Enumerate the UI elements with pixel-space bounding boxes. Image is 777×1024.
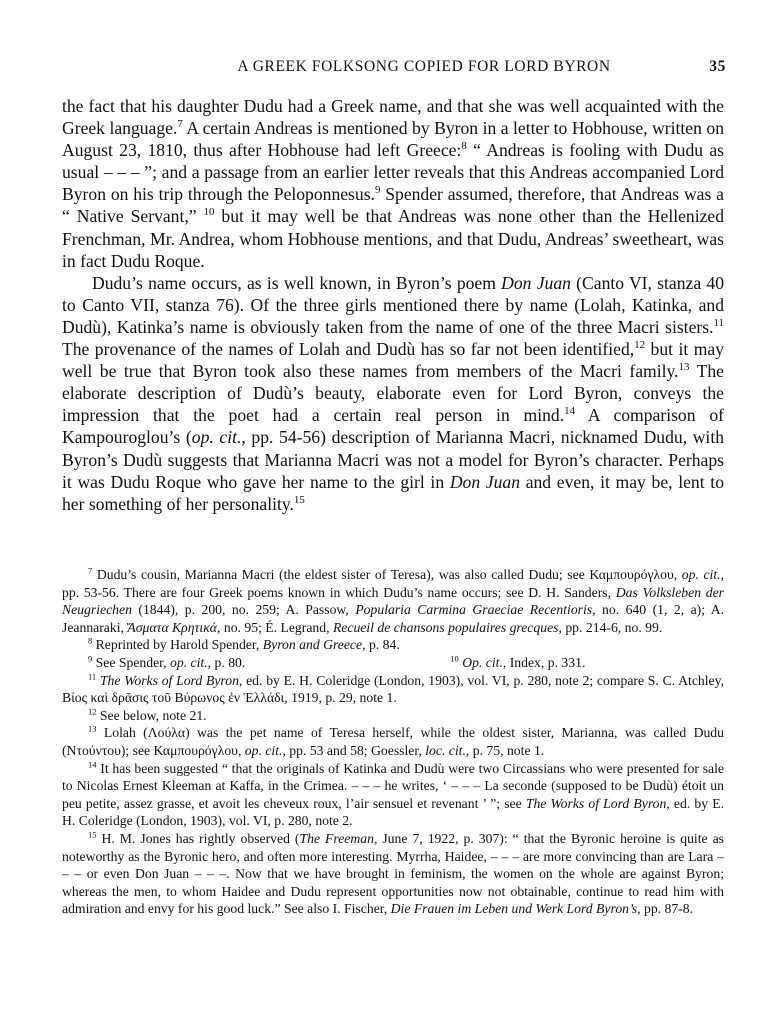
italic-ref: op. cit. <box>244 742 283 758</box>
footnote-ref-12: 12 <box>634 339 646 352</box>
italic-ref: op. cit. <box>191 427 242 448</box>
text-span: Dudu’s cousin, Marianna Macri (the eldest sister of Teresa), was also called Dudu; see Καμπουρόγλου, <box>92 567 682 582</box>
text-span: Spender assumed, therefore, that Andreas was a “ Native Servant,” <box>62 184 724 227</box>
footnote-15 <box>62 830 724 918</box>
footnote-ref-7: 7 <box>177 118 183 131</box>
footnote-11 <box>62 672 724 707</box>
text-span: Lolah (Λούλα) was the pet name of Teresa herself, while the oldest sister, Marianna, was called Dudu (Ντούντου); see Καμπουρόγλου, <box>62 725 724 758</box>
italic-title: Recueil de chansons populaires grecques <box>332 619 559 635</box>
text-span: , pp. 214-6, no. 99. <box>558 619 663 635</box>
footnote-number: 10 <box>450 653 459 664</box>
text-span: A comparison of Kampouroglou’s ( <box>62 405 724 448</box>
main-text <box>62 95 724 515</box>
italic-title: Ἄσματα Κρητικά <box>127 619 217 635</box>
italic-ref: op. cit. <box>681 567 721 582</box>
footnote-7 <box>62 566 724 636</box>
text-span: See Spender, <box>92 654 171 670</box>
text-span: but it may well be that Andreas was none other than the Hellenized Frenchman, Mr. Andrea, whom Hobhouse mentions, and that Dudu, Andreas’ sweetheart, was in fact Dudu Roque. <box>62 206 725 271</box>
text-span: , 1919, p. 29, note 1. <box>284 690 397 706</box>
text-span: , pp. 53-56. There are four Greek poems known in which Dudu’s name occurs; see D. H. Sanders, <box>62 567 724 600</box>
text-span: (Canto VI, stanza 40 to Canto VII, stanza 76). Of the three girls mentioned there by name (Lolah, Katinka, and Dudù), Katinka’s name is obviously taken from the name of one of the three Macri sisters. <box>62 272 724 337</box>
footnote-ref-13: 13 <box>678 361 690 374</box>
text-span: , no. 640 (1, 2, a); A. Jeannaraki, <box>62 602 725 635</box>
text-span: and even, it may be, lent to her something of her personality. <box>62 471 724 514</box>
footnote-number: 15 <box>88 829 97 840</box>
footnote-14 <box>62 760 724 830</box>
text-span: , ed. by E. H. Coleridge (London, 1903), vol. VI, p. 280, note 2; compare S. C. Atchley, <box>238 672 724 688</box>
footnote-ref-10: 10 <box>203 206 215 219</box>
footnote-number: 8 <box>88 635 93 646</box>
footnote-number: 12 <box>88 706 97 717</box>
footnote-ref-9: 9 <box>374 184 381 197</box>
text-span: , p. 80. <box>207 654 246 670</box>
page-number: 35 <box>709 58 726 75</box>
text-span: , pp. 87-8. <box>637 901 694 917</box>
greek-title: Βίος καὶ δρᾶσις τοῦ Βύρωνος ἐν Ἑλλάδι <box>62 690 285 706</box>
text-span: H. M. Jones has rightly observed ( <box>96 830 300 846</box>
paragraph-2 <box>62 272 724 515</box>
text-span: , p. 84. <box>362 637 400 653</box>
page-header <box>62 58 726 82</box>
text-span: The elaborate description of Dudù’s beauty, elaborate even for Lord Byron, conveys the impression that the poet had a certain real person in mind. <box>62 361 724 426</box>
footnote-number: 9 <box>88 653 93 664</box>
text-span: , June 7, 1922, p. 307): “ that the Byronic heroine is quite as noteworthy as the Byronic hero, and often more interesting. Myrrha, Haidee, – – – are more convincing than are Lara – – – or even Don Juan – – –. Now that we have brought in feminism, the women on the whole are against Byron; whereas the men, to whom Haidee and Dudu represent opportunities now not obtainable, continue to read him with admiration and envy for his good luck.” See also I. Fischer, <box>62 830 725 917</box>
italic-title: Das Volksleben der Neugriechen <box>62 584 724 618</box>
footnotes <box>62 566 724 918</box>
italic-title: Byron and Greece <box>262 637 363 653</box>
footnote-ref-15: 15 <box>293 493 305 506</box>
italic-title: The Works of Lord Byron <box>99 672 239 688</box>
text-span: The provenance of the names of Lolah and Dudù has so far not been identified, <box>62 339 635 360</box>
text-span: , Index, p. 331. <box>502 654 586 670</box>
paragraph-1 <box>62 95 724 272</box>
running-title: A GREEK FOLKSONG COPIED FOR LORD BYRON <box>237 58 611 75</box>
text-span: , pp. 54-56) description of Marianna Macri, nicknamed Dudu, with Byron’s Dudù suggests that Marianna Macri was not a model for Byron’s character. Perhaps it was Dudu Roque who gave her name to the girl in <box>62 427 725 492</box>
text-span: Dudu’s name occurs, as is well known, in Byron’s poem <box>92 272 502 293</box>
footnote-number: 7 <box>88 565 93 576</box>
text-span: It has been suggested “ that the originals of Katinka and Dudù were two Circassians who were presented for sale to Nicolas Ernest Kleeman at Kaffa, in the Crimea. – – – he writes, ‘ – – – La seconde (supposed to be Dudù) étoit un peu petite, assez grasse, et avoit les cheveux roux, l’air sensuel et revenant ’ ”; see <box>62 760 724 811</box>
italic-title: Die Frauen im Leben und Werk Lord Byron’s <box>390 901 638 917</box>
text-span: , p. 75, note 1. <box>465 742 545 758</box>
italic-ref: Op. cit. <box>462 654 503 670</box>
text-span: (1844), p. 200, no. 259; A. Passow, <box>131 602 356 618</box>
text-span: the fact that his daughter Dudu had a Greek name, and that she was well acquainted with the Greek language. <box>62 96 724 139</box>
italic-ref: op. cit. <box>170 654 208 670</box>
italic-title: Don Juan <box>501 272 571 293</box>
footnote-ref-11: 11 <box>713 317 724 330</box>
italic-title: Popularia Carmina Graeciae Recentioris <box>355 602 593 618</box>
text-span: Reprinted by Harold Spender, <box>92 637 263 653</box>
text-span: , pp. 53 and 58; Goessler, <box>282 742 426 758</box>
text-span: but it may well be true that Byron took also these names from members of the Macri family. <box>62 339 724 382</box>
text-span: See below, note 21. <box>96 707 207 723</box>
footnote-8 <box>62 636 724 654</box>
italic-ref: loc. cit. <box>425 742 466 758</box>
footnote-ref-8: 8 <box>461 140 467 153</box>
footnote-9-10 <box>62 654 724 672</box>
italic-title: Don Juan <box>449 471 521 492</box>
text-span: , no. 95; É. Legrand, <box>217 619 333 635</box>
italic-title: The Works of Lord Byron <box>525 795 667 811</box>
text-span: A certain Andreas is mentioned by Byron in a letter to Hobhouse, written on August 23, 1810, thus after Hobhouse had left Greece: <box>62 118 724 161</box>
footnote-number: 14 <box>88 758 97 769</box>
text-span: “ Andreas is fooling with Dudu as usual – – – ”; and a passage from an earlier letter reveals that this Andreas accompanied Lord Byron on his trip through the Peloponnesus. <box>62 140 724 205</box>
footnote-number: 11 <box>88 671 97 681</box>
italic-title: The Freeman <box>299 830 374 846</box>
text-span: , ed. by E. H. Coleridge (London, 1903), vol. VI, p. 280, note 2. <box>62 795 725 829</box>
footnote-number: 13 <box>88 723 97 734</box>
footnote-13 <box>62 724 724 759</box>
footnote-12 <box>62 707 724 725</box>
footnote-ref-14: 14 <box>564 405 576 418</box>
